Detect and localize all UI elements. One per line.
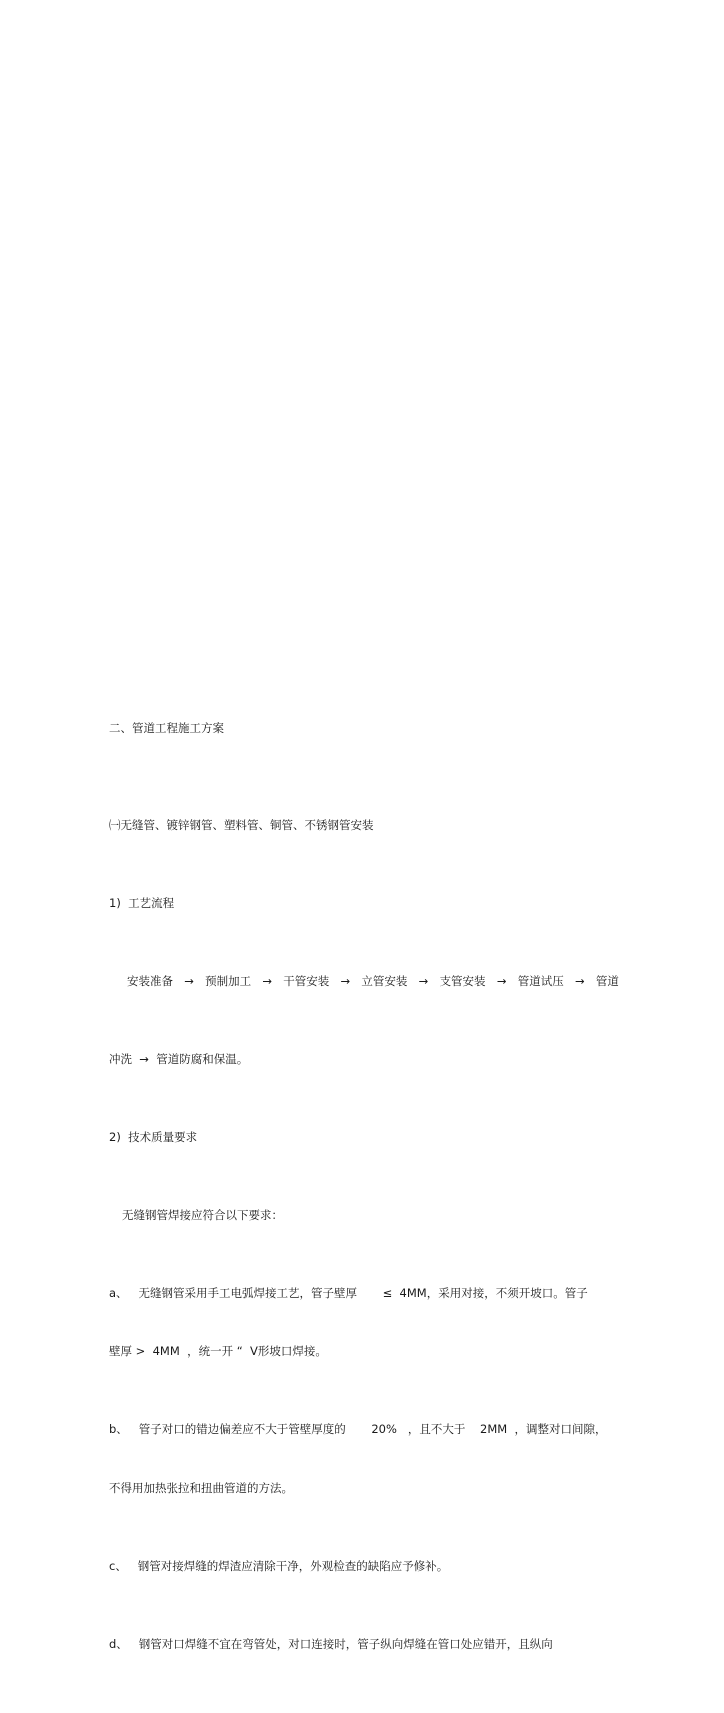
requirement-b-line1: b、 管子对口的错边偏差应不大于管壁厚度的 20% ，且不大于 2MM ，调整对口间隙， <box>109 1422 607 1436</box>
flow-step: 安装准备 <box>127 973 173 988</box>
quality-intro: 无缝钢管焊接应符合以下要求： <box>122 1207 283 1222</box>
arrow-icon: → <box>574 973 585 988</box>
flow-step: 干管安装 <box>283 973 330 988</box>
process-flow <box>109 972 619 992</box>
process-continuation: 冲洗 → 管道防腐和保温。 <box>109 1051 249 1066</box>
quality-heading: 2) 技术质量要求 <box>109 1129 198 1144</box>
flow-step: 管道试压 <box>517 973 564 988</box>
arrow-icon: → <box>496 973 507 988</box>
section-title: 二、管道工程施工方案 <box>109 720 224 735</box>
arrow-icon: → <box>418 973 429 988</box>
arrow-icon: → <box>184 973 194 988</box>
requirement-b-line2: 不得用加热张拉和扭曲管道的方法。 <box>109 1480 293 1495</box>
document-body <box>109 660 619 1713</box>
requirement-a-line1: a、 无缝钢管采用手工电弧焊接工艺，管子壁厚 ≤ 4MM，采用对接，不须开坡口。管子 <box>109 1285 588 1300</box>
process-heading: 1) 工艺流程 <box>109 895 175 910</box>
flow-step: 立管安装 <box>361 973 408 988</box>
arrow-icon: → <box>262 973 273 988</box>
flow-step: 管道 <box>595 973 619 988</box>
arrow-icon: → <box>340 973 351 988</box>
requirement-a-line2: 壁厚 > 4MM ，统一开 “ V形坡口焊接。 <box>109 1344 327 1358</box>
requirement-d-line1: d、 钢管对口焊缝不宜在弯管处，对口连接时，管子纵向焊缝在管口处应错开，且纵向 <box>109 1636 553 1651</box>
subsection-title: ㈠无缝管、镀锌钢管、塑料管、铜管、不锈钢管安装 <box>109 817 374 832</box>
flow-step: 支管安装 <box>439 973 486 988</box>
flow-step: 预制加工 <box>205 973 252 988</box>
requirement-c-line1: c、 钢管对接焊缝的焊渣应清除干净，外观检查的缺陷应予修补。 <box>109 1558 449 1573</box>
